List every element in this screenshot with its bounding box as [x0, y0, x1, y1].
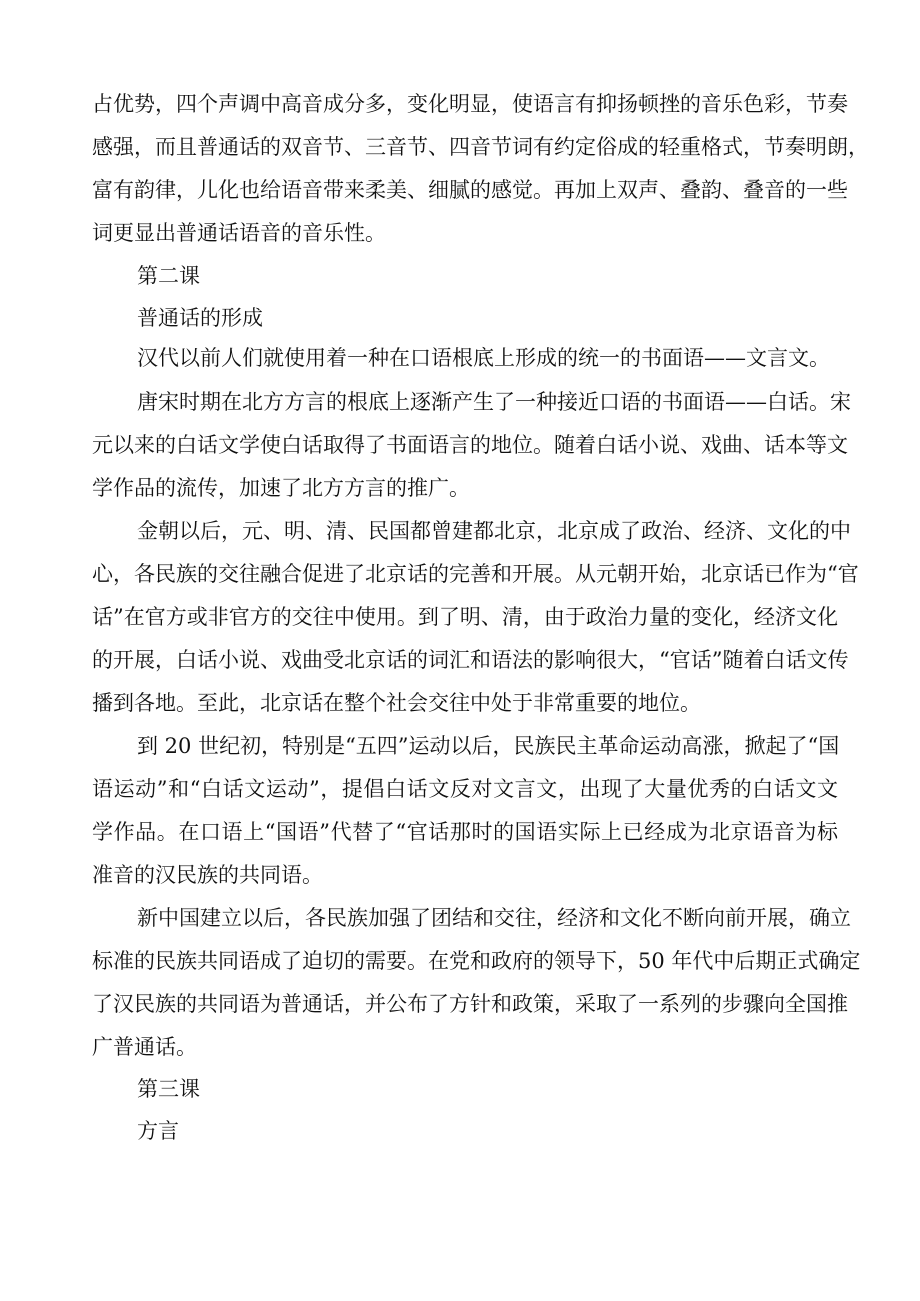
paragraph-line: 词更显出普通话语音的音乐性。	[92, 221, 386, 245]
paragraph-line: 金朝以后，元、明、清、民国都曾建都北京，北京成了政治、经济、文化的中	[137, 519, 851, 543]
lesson-heading: 第三课	[137, 1077, 200, 1101]
section-title: 方言	[137, 1119, 179, 1143]
paragraph-line: 学作品。在口语上“国语”代替了“官话那时的国语实际上已经成为北京语音为标	[92, 820, 838, 844]
paragraph-line: 汉代以前人们就使用着一种在口语根底上形成的统一的书面语——文言文。	[137, 346, 830, 370]
paragraph-line: 准音的汉民族的共同语。	[92, 863, 323, 887]
paragraph-line: 话”在官方或非官方的交往中使用。到了明、清，由于政治力量的变化，经济文化	[92, 605, 838, 629]
paragraph-line: 占优势，四个声调中高音成分多，变化明显，使语言有抑扬顿挫的音乐色彩，节奏	[92, 92, 848, 116]
lesson-heading: 第二课	[137, 264, 200, 288]
paragraph-line: 感强，而且普通话的双音节、三音节、四音节词有约定俗成的轻重格式，节奏明朗，	[92, 135, 869, 159]
paragraph-line: 心，各民族的交往融合促进了北京话的完善和开展。从元朝开始，北京话已作为“官	[92, 562, 859, 586]
paragraph-line: 的开展，白话小说、戏曲受北京话的词汇和语法的影响很大，“官话”随着白话文传	[92, 648, 849, 672]
section-title: 普通话的形成	[137, 306, 263, 330]
paragraph-line: 语运动”和“白话文运动”，提倡白话文反对文言文，出现了大量优秀的白话文文	[92, 777, 838, 801]
paragraph-line: 富有韵律，儿化也给语音带来柔美、细腻的感觉。再加上双声、叠韵、叠音的一些	[92, 178, 848, 202]
paragraph-line: 播到各地。至此，北京话在整个社会交往中处于非常重要的地位。	[92, 691, 701, 715]
paragraph-line: 到 20 世纪初，特别是“五四”运动以后，民族民主革命运动高涨，掀起了“国	[137, 734, 840, 758]
paragraph-line: 了汉民族的共同语为普通话，并公布了方针和政策，采取了一系列的步骤向全国推	[92, 992, 848, 1016]
paragraph-line: 元以来的白话文学使白话取得了书面语言的地位。随着白话小说、戏曲、话本等文	[92, 433, 848, 457]
paragraph-line: 唐宋时期在北方方言的根底上逐渐产生了一种接近口语的书面语——白话。宋	[137, 390, 851, 414]
paragraph-line: 广普通话。	[92, 1035, 197, 1059]
paragraph-line: 学作品的流传，加速了北方方言的推广。	[92, 476, 470, 500]
paragraph-line: 标准的民族共同语成了迫切的需要。在党和政府的领导下，50 年代中后期正式确定	[92, 949, 861, 973]
paragraph-line: 新中国建立以后，各民族加强了团结和交往，经济和文化不断向前开展，确立	[137, 906, 851, 930]
